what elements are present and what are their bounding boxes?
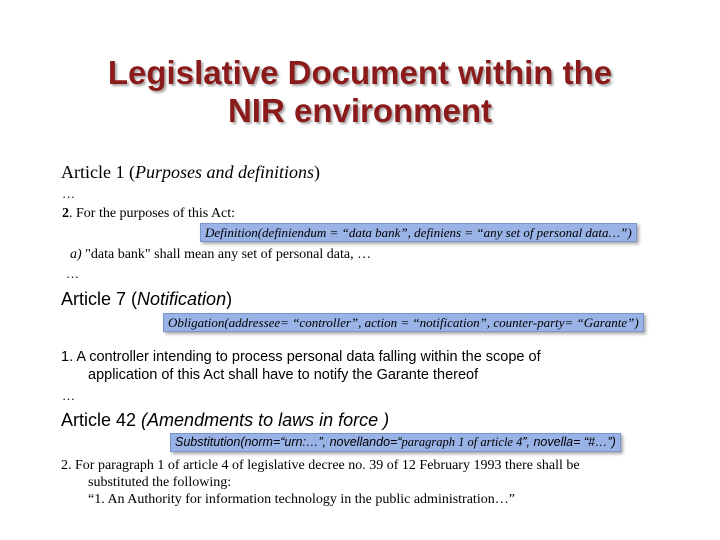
tag-part-3: ”, novella= “#…”)	[522, 435, 616, 449]
tag-part-1: Substitution(norm=“urn:…”, novellando=“	[175, 435, 402, 449]
article-42-heading-prefix: Article 42	[61, 410, 142, 430]
article-7-ellipsis: …	[62, 388, 75, 403]
article-1-heading	[61, 161, 320, 183]
article-1-heading-italic: Purposes and definitions	[134, 162, 314, 182]
slide-title	[0, 54, 720, 130]
article-1-ellipsis-2: …	[66, 266, 79, 281]
article-1-item-a	[70, 246, 371, 264]
article-42-paragraph-line-1: 2. For paragraph 1 of article 4 of legislative decree no. 39 of 12 February 1993 there shall be	[61, 458, 580, 473]
article-42-heading-italic: (Amendments to laws in force )	[141, 410, 390, 430]
article-1-paragraph-2	[62, 205, 235, 223]
definition-annotation-tag: Definition(definiendum = “data bank”, definiens = “any set of personal data…”)	[200, 223, 637, 242]
item-label: a)	[70, 247, 82, 262]
article-42-heading	[61, 409, 389, 431]
article-42-paragraph-line-3: “1. An Authority for information technology in the public administration…”	[88, 492, 515, 507]
paragraph-number: 2	[62, 206, 69, 221]
article-1-heading-prefix: Article 1 (	[61, 162, 135, 182]
article-7-paragraph-line-2: application of this Act shall have to notify the Garante thereof	[88, 367, 479, 383]
item-text: "data bank" shall mean any set of personal data, …	[81, 247, 372, 262]
slide-title-line-1: Legislative Document within the	[107, 54, 613, 91]
article-7-heading	[61, 288, 232, 310]
article-7-heading-italic: Notification	[137, 289, 227, 309]
article-7-heading-suffix: )	[226, 289, 233, 309]
tag-part-2: paragraph 1 of article 4	[401, 435, 523, 449]
substitution-annotation-tag	[170, 433, 621, 452]
article-42-paragraph-line-2: substituted the following:	[88, 475, 232, 490]
article-7-paragraph-line-1: 1. A controller intending to process personal data falling within the scope of	[61, 349, 541, 365]
article-7-heading-prefix: Article 7 (	[61, 289, 138, 309]
article-1-heading-suffix: )	[313, 162, 320, 182]
article-1-ellipsis-1: …	[62, 186, 75, 201]
obligation-annotation-tag: Obligation(addressee= “controller”, action = “notification”, counter-party= “Garante”)	[163, 313, 644, 332]
paragraph-text: . For the purposes of this Act:	[69, 206, 236, 221]
slide-title-line-2: NIR environment	[227, 92, 493, 129]
